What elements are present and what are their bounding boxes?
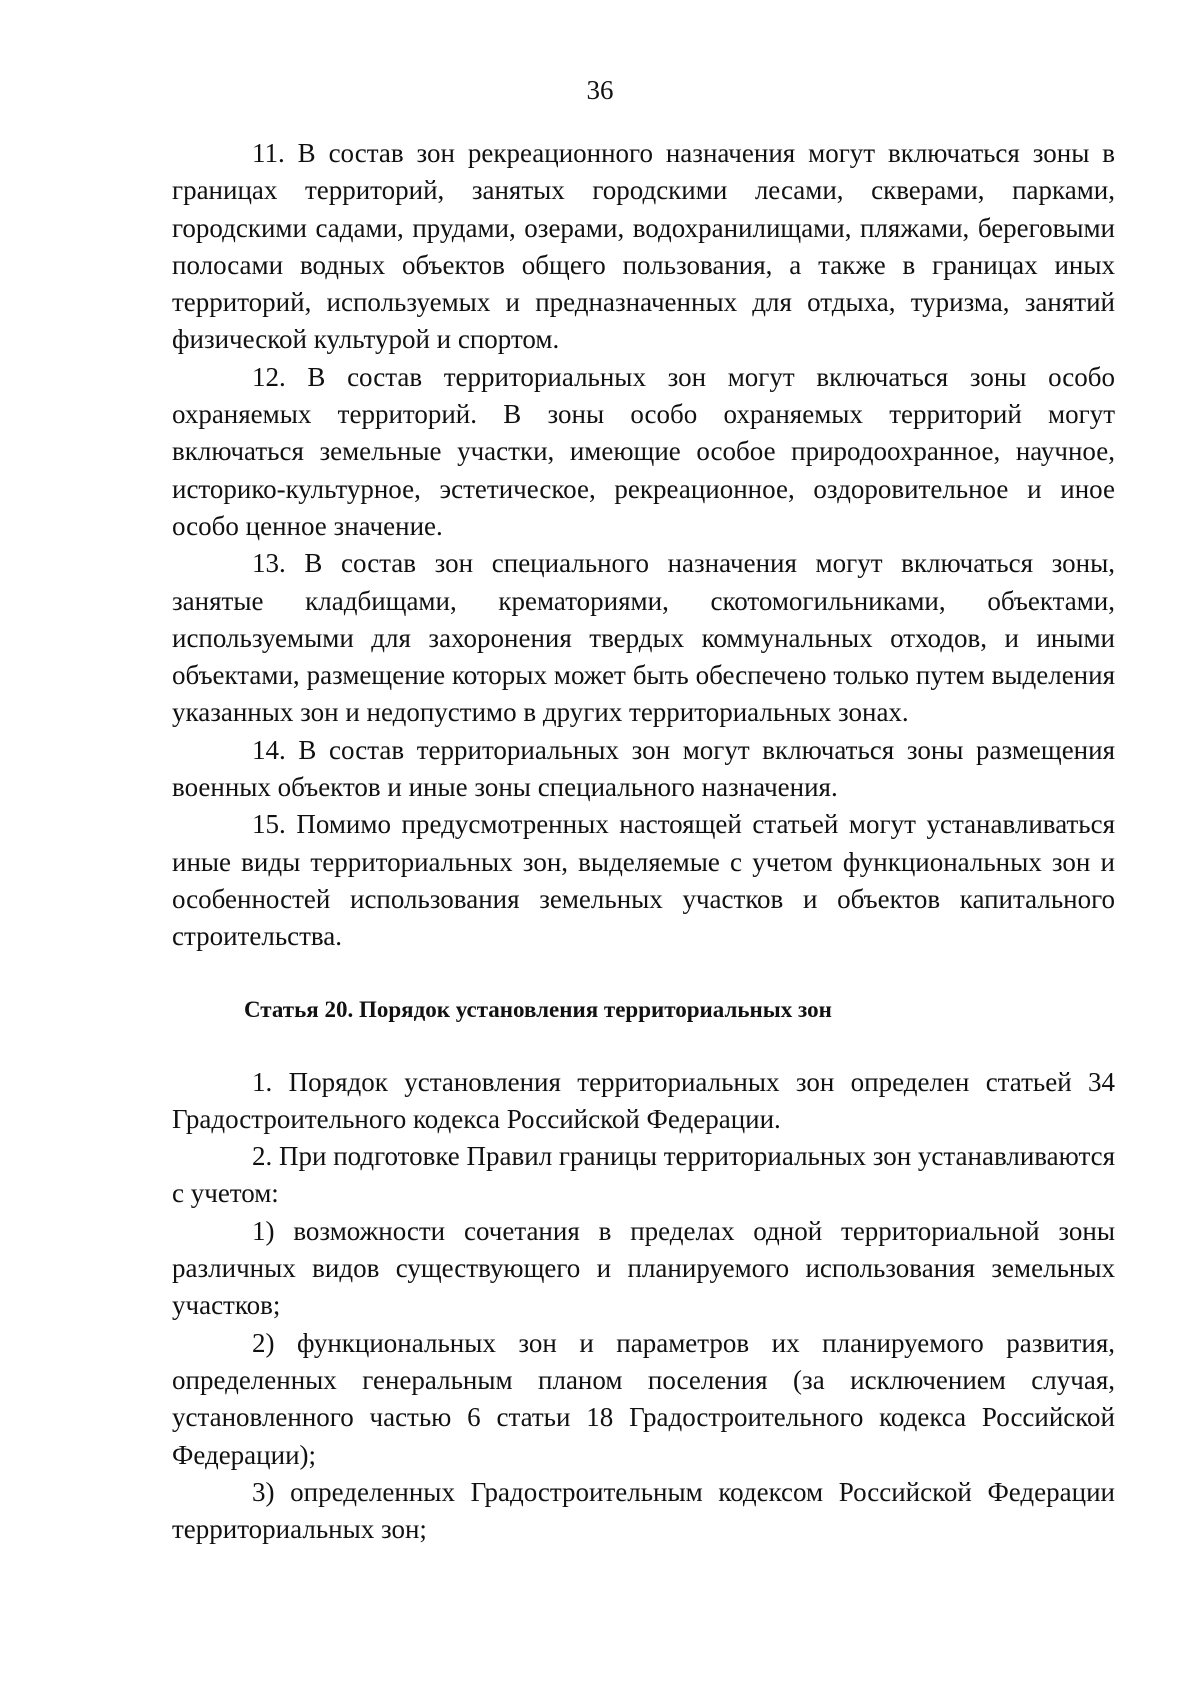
list-item-1: 1) возможности сочетания в пределах одной территориальной зоны различных видов существующего и планируемого использования земельных участков;	[172, 1215, 1115, 1321]
paragraph-item-14: 14. В состав территориальных зон могут включаться зоны размещения военных объектов и иные зоны специального назначения.	[172, 734, 1115, 803]
paragraph-item-12: 12. В состав территориальных зон могут включаться зоны особо охраняемых территорий. В зоны особо охраняемых территорий могут включаться земельные участки, имеющие особое природоохранное, научное, историко-культурное, эстетическое, рекреационное, оздоровительное и иное особо ценное значение.	[172, 361, 1115, 541]
list-item-3: 3) определенных Градостроительным кодексом Российской Федерации территориальных зон;	[172, 1476, 1115, 1545]
article-paragraph-1: 1. Порядок установления территориальных зон определен статьей 34 Градостроительного кодекса Российской Федерации.	[172, 1066, 1115, 1134]
paragraph-item-15: 15. Помимо предусмотренных настоящей статьей могут устанавливаться иные виды территориальных зон, выделяемые с учетом функциональных зон и особенностей использования земельных участков и объектов капитального строительства.	[172, 809, 1115, 952]
page-number: 36	[586, 75, 614, 105]
article-heading: Статья 20. Порядок установления территориальных зон	[244, 996, 832, 1022]
list-item-2: 2) функциональных зон и параметров их планируемого развития, определенных генеральным планом поселения (за исключением случая, установленного частью 6 статьи 18 Градостроительного кодекса Российской Федерации);	[172, 1327, 1115, 1470]
paragraph-item-11: 11. В состав зон рекреационного назначения могут включаться зоны в границах территорий, занятых городскими лесами, скверами, парками, городскими садами, прудами, озерами, водохранилищами, пляжами, береговыми полосами водных объектов общего пользования, а также в границах иных территорий, используемых и предназначенных для отдыха, туризма, занятий физической культурой и спортом.	[172, 138, 1115, 355]
document-body	[172, 135, 1115, 1548]
paragraph-item-13: 13. В состав зон специального назначения могут включаться зоны, занятые кладбищами, крематориями, скотомогильниками, объектами, используемыми для захоронения твердых коммунальных отходов, и иными объектами, размещение которых может быть обеспечено только путем выделения указанных зон и недопустимо в других территориальных зонах.	[172, 548, 1115, 728]
article-paragraph-2: 2. При подготовке Правил границы территориальных зон устанавливаются с учетом:	[172, 1141, 1115, 1209]
